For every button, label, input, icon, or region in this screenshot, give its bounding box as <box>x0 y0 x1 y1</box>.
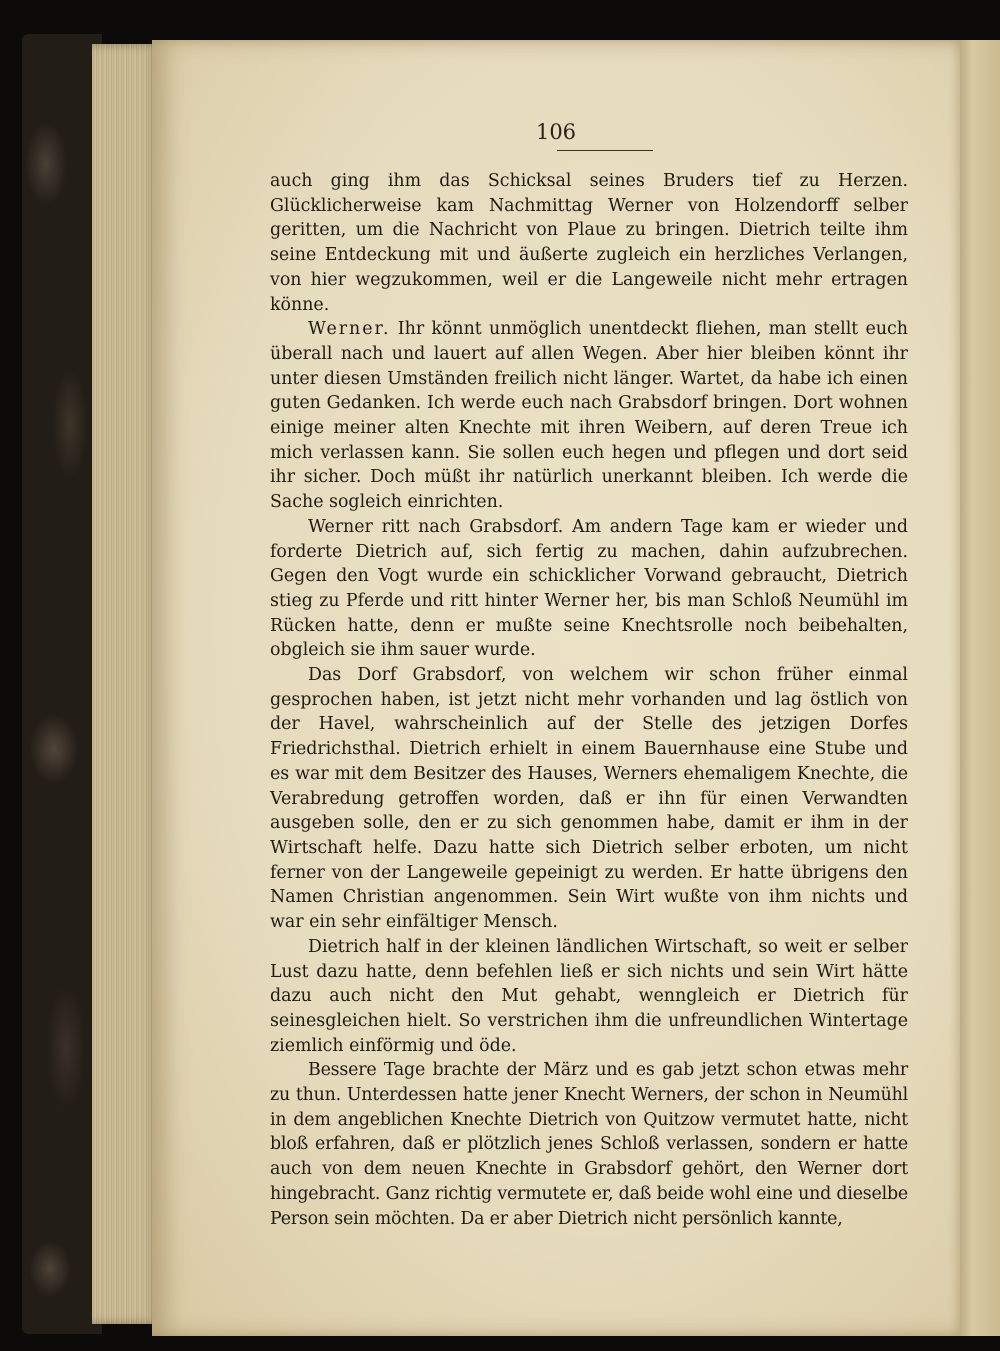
paragraph-1 <box>270 169 908 317</box>
body-text <box>270 169 908 1231</box>
header-rule <box>557 150 653 151</box>
paragraph-6-text: Bessere Tage brachte der März und es gab jetzt schon etwas mehr zu thun. Unterdessen hatte jener Knecht Werners, der schon in Neumühl in dem angeblichen Knechte Dietrich von Quitzow vermutet hatte, nicht bloß erfahren, daß er plötzlich jenes Schloß verlassen, sondern er hatte auch von dem neuen Knechte in Grabsdorf gehört, den Werner dort hingebracht. Ganz richtig vermutete er, daß beide wohl eine und dieselbe Person sein möchten. Da er aber Dietrich nicht persönlich kannte, <box>270 1060 908 1229</box>
paragraph-5 <box>270 935 908 1059</box>
book-page <box>152 40 960 1336</box>
paragraph-2 <box>270 317 908 515</box>
page-number: 106 <box>535 120 577 144</box>
paragraph-1-text: auch ging ihm das Schicksal seines Bruders tief zu Herzen. Glücklicherweise kam Nachmittag Werner von Holzendorff selber geritten, um die Nachricht von Plaue zu bringen. Dietrich teilte ihm seine Entdeckung mit und äußerte zugleich ein herzliches Verlangen, von hier wegzukommen, weil er die Langeweile nicht mehr ertragen könne. <box>270 171 908 315</box>
speaker-name: Werner. <box>308 319 391 340</box>
paragraph-2-text: Ihr könnt unmöglich unentdeckt fliehen, man stellt euch überall nach und lauert auf allen Wegen. Aber hier bleiben könnt ihr unter diesen Umständen freilich nicht länger. Wartet, da habe ich einen guten Gedanken. Ich werde euch nach Grabsdorf bringen. Dort wohnen einige meiner alten Knechte mit ihren Weibern, auf deren Treue ich mich verlassen kann. Sie sollen euch hegen und pflegen und dort seid ihr sicher. Doch müßt ihr natürlich unerkannt bleiben. Ich werde die Sache sogleich einrichten. <box>270 319 908 513</box>
marbled-cover <box>22 34 102 1334</box>
paragraph-3-text: Werner ritt nach Grabsdorf. Am andern Tage kam er wieder und forderte Dietrich auf, sich fertig zu machen, dahin aufzubrechen. Gegen den Vogt wurde ein schicklicher Vorwand gebraucht, Dietrich stieg zu Pferde und ritt hinter Werner her, bis man Schloß Neumühl im Rücken hatte, denn er mußte seine Knechtsrolle noch beibehalten, obgleich sie ihm sauer wurde. <box>270 516 908 661</box>
paragraph-5-text: Dietrich half in der kleinen ländlichen Wirtschaft, so weit er selber Lust dazu hatte, denn befehlen ließ er sich nichts und sein Wirt hätte dazu auch nicht den Mut gehabt, wenngleich er Dietrich für seinesgleichen hielt. So verstrichen ihm die unfreundlichen Wintertage ziemlich einförmig und öde. <box>270 936 908 1056</box>
page-edges <box>92 44 160 1324</box>
paragraph-4-text: Das Dorf Grabsdorf, von welchem wir schon früher einmal gesprochen haben, ist jetzt nicht mehr vorhanden und lag östlich von der Havel, wahrscheinlich auf der Stelle des jetzigen Dorfes Friedrichsthal. Dietrich erhielt in einem Bauernhause eine Stube und es war mit dem Besitzer des Hauses, Werners ehemaligem Knechte, die Verabredung getroffen worden, daß er ihn für einen Verwandten ausgeben solle, den er zu sich genommen habe, damit er ihm in der Wirtschaft helfe. Dazu hatte sich Dietrich selber erboten, um nicht ferner von der Langeweile gepeinigt zu werden. Er hatte übrigens den Namen Christian angenommen. Sein Wirt wußte von ihm nichts und war ein sehr einfältiger Mensch. <box>270 665 908 933</box>
paragraph-4 <box>270 663 908 935</box>
paragraph-3 <box>270 515 908 663</box>
next-page-edge <box>958 40 1000 1336</box>
paragraph-6 <box>270 1058 908 1231</box>
